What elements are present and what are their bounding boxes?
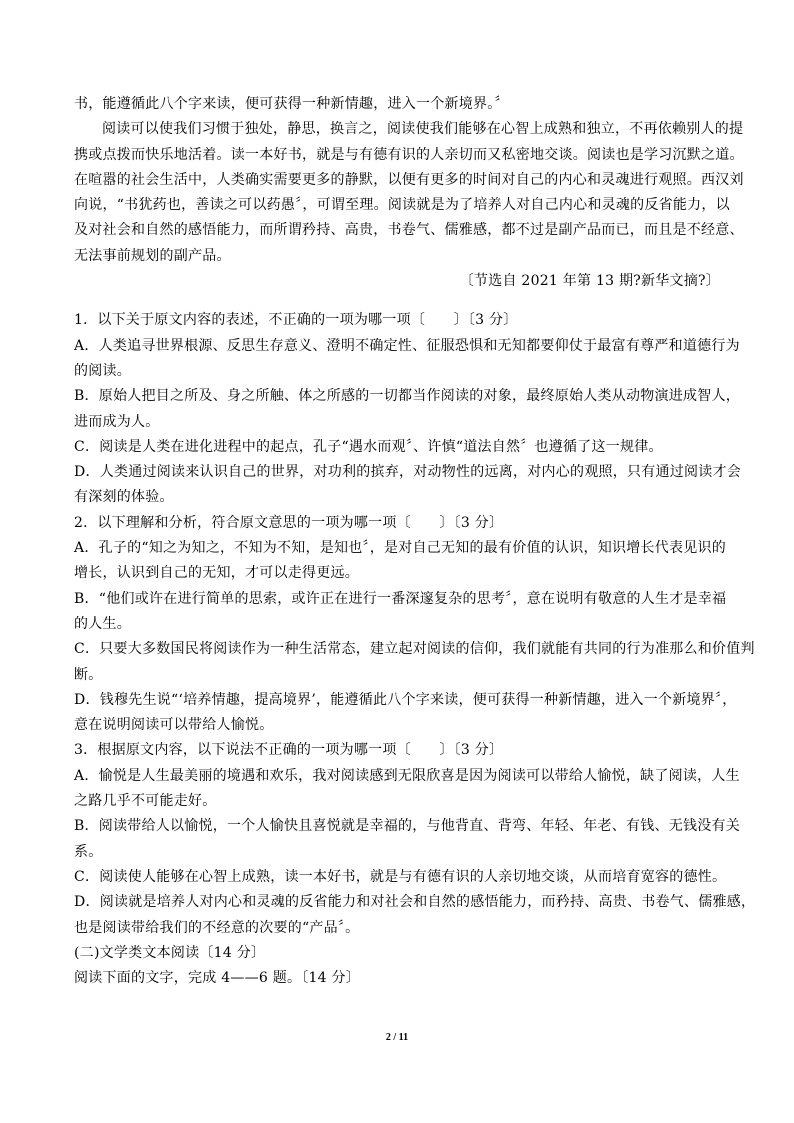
option-b-line: B．阅读带给人以愉悦，一个人愉快且喜悦就是幸福的，与他背直、背弯、年轻、年老、有钱、无钱没有关 xyxy=(74,818,741,835)
question-2 xyxy=(74,511,755,739)
option-a-line: A．孔子的“知之为知之，不知为不知，是知也〞，是对自己无知的最有价值的认识，知识增长代表见识的 xyxy=(74,540,727,557)
spacer xyxy=(74,294,724,308)
question-1 xyxy=(74,308,741,510)
passage-line: 在喧嚣的社会生活中，人类确实需要更多的静默，以便有更多的时间对自己的内心和灵魂进行观照。西汉刘 xyxy=(74,171,744,188)
option-a-line: A．愉悦是人生最美丽的境遇和欢乐，我对阅读感到无限欣喜是因为阅读可以带给人愉悦，缺了阅读，人生 xyxy=(74,767,740,784)
option-d-line: D．阅读就是培养人对内心和灵魂的反省能力和对社会和自然的感悟能力，而矜持、高贵、书卷气、儒雅感， xyxy=(74,894,756,911)
option-d-line: 意在说明阅读可以带给人愉悦。 xyxy=(74,717,274,734)
page-number: 2 / 11 xyxy=(385,1032,409,1043)
section-heading: (二)文学类文本阅读〔14 分〕 xyxy=(74,944,266,961)
passage-source: 〔节选自 2021 年第 13 期?新华文摘?〕 xyxy=(459,273,720,290)
section-instruction: 阅读下面的文字，完成 4——6 题。〔14 分〕 xyxy=(74,970,360,987)
passage-tail xyxy=(74,92,744,294)
option-b-line: 的人生。 xyxy=(74,615,131,632)
passage-line: 携或点拨而快乐地活着。读一本好书，就是与有德有识的人亲切而又私密地交谈。阅读也是学习沉默之道。 xyxy=(74,146,744,163)
option-d-line: D．钱穆先生说“‘培养情趣，提高境界’，能遵循此八个字来读，便可获得一种新情趣，进入一个新境界〞， xyxy=(74,691,737,708)
option-c-line: 断。 xyxy=(74,666,103,683)
passage-line: 无法事前规划的副产品。 xyxy=(74,247,231,264)
option-b-line: B．“他们或许在进行简单的思索，或许正在进行一番深邃复杂的思考〞，意在说明有敬意的人生才是幸福 xyxy=(74,590,727,607)
option-a-line: 之路几乎不可能走好。 xyxy=(74,793,217,810)
section-2 xyxy=(74,941,724,992)
page-content xyxy=(74,92,756,991)
passage-line: 阅读可以使我们习惯于独处，静思，换言之，阅读使我们能够在心智上成熟和独立，不再依赖别人的提 xyxy=(102,121,744,138)
question-stem: 3．根据原文内容，以下说法不正确的一项为哪一项〔 〕〔3 分〕 xyxy=(74,742,504,759)
option-c-line: C．阅读是人类在进化进程中的起点，孔子“遇水而观〞、许慎“道法自然〞也遵循了这一规律。 xyxy=(74,438,663,455)
question-stem: 1．以下关于原文内容的表述，不正确的一项为哪一项〔 〕〔3 分〕 xyxy=(74,312,518,329)
passage-line: 向说，“书犹药也，善读之可以药愚〞，可谓至理。阅读就是为了培养人对自己内心和灵魂的反省能力，以 xyxy=(74,197,730,214)
option-c-line: C．只要大多数国民将阅读作为一种生活常态，建立起对阅读的信仰，我们就能有共同的行为准那么和价值判 xyxy=(74,641,755,658)
question-stem: 2．以下理解和分析，符合原文意思的一项为哪一项〔 〕〔3 分〕 xyxy=(74,514,504,531)
option-a-line: 的阅读。 xyxy=(74,362,131,379)
option-d-line: 有深刻的体验。 xyxy=(74,489,174,506)
option-b-line: 进而成为人。 xyxy=(74,413,160,430)
option-a-line: A．人类追寻世界根源、反思生存意义、澄明不确定性、征服恐惧和无知都要仰仗于最富有尊严和道德行为 xyxy=(74,337,740,354)
option-b-line: B．原始人把目之所及、身之所触、体之所感的一切都当作阅读的对象，最终原始人类从动物演进成智人， xyxy=(74,388,741,405)
option-d-line: 也是阅读带给我们的不经意的次要的“产品〞。 xyxy=(74,919,360,936)
option-b-line: 系。 xyxy=(74,843,103,860)
option-c-line: C．阅读使人能够在心智上成熟，读一本好书，就是与有德有识的人亲切地交谈，从而培育宽容的德性。 xyxy=(74,868,727,885)
option-d-line: D．人类通过阅读来认识自己的世界，对功利的摈弃，对动物性的远离，对内心的观照，只有通过阅读才会 xyxy=(74,464,741,481)
passage-line: 及对社会和自然的感悟能力，而所谓矜持、高贵，书卷气、儒雅感，都不过是副产品而已，而且是不经意、 xyxy=(74,222,744,239)
question-3 xyxy=(74,738,756,940)
passage-line: 书，能遵循此八个字来读，便可获得一种新情趣，进入一个新境界。〞 xyxy=(74,96,509,112)
option-a-line: 增长，认识到自己的无知，才可以走得更远。 xyxy=(74,565,359,582)
